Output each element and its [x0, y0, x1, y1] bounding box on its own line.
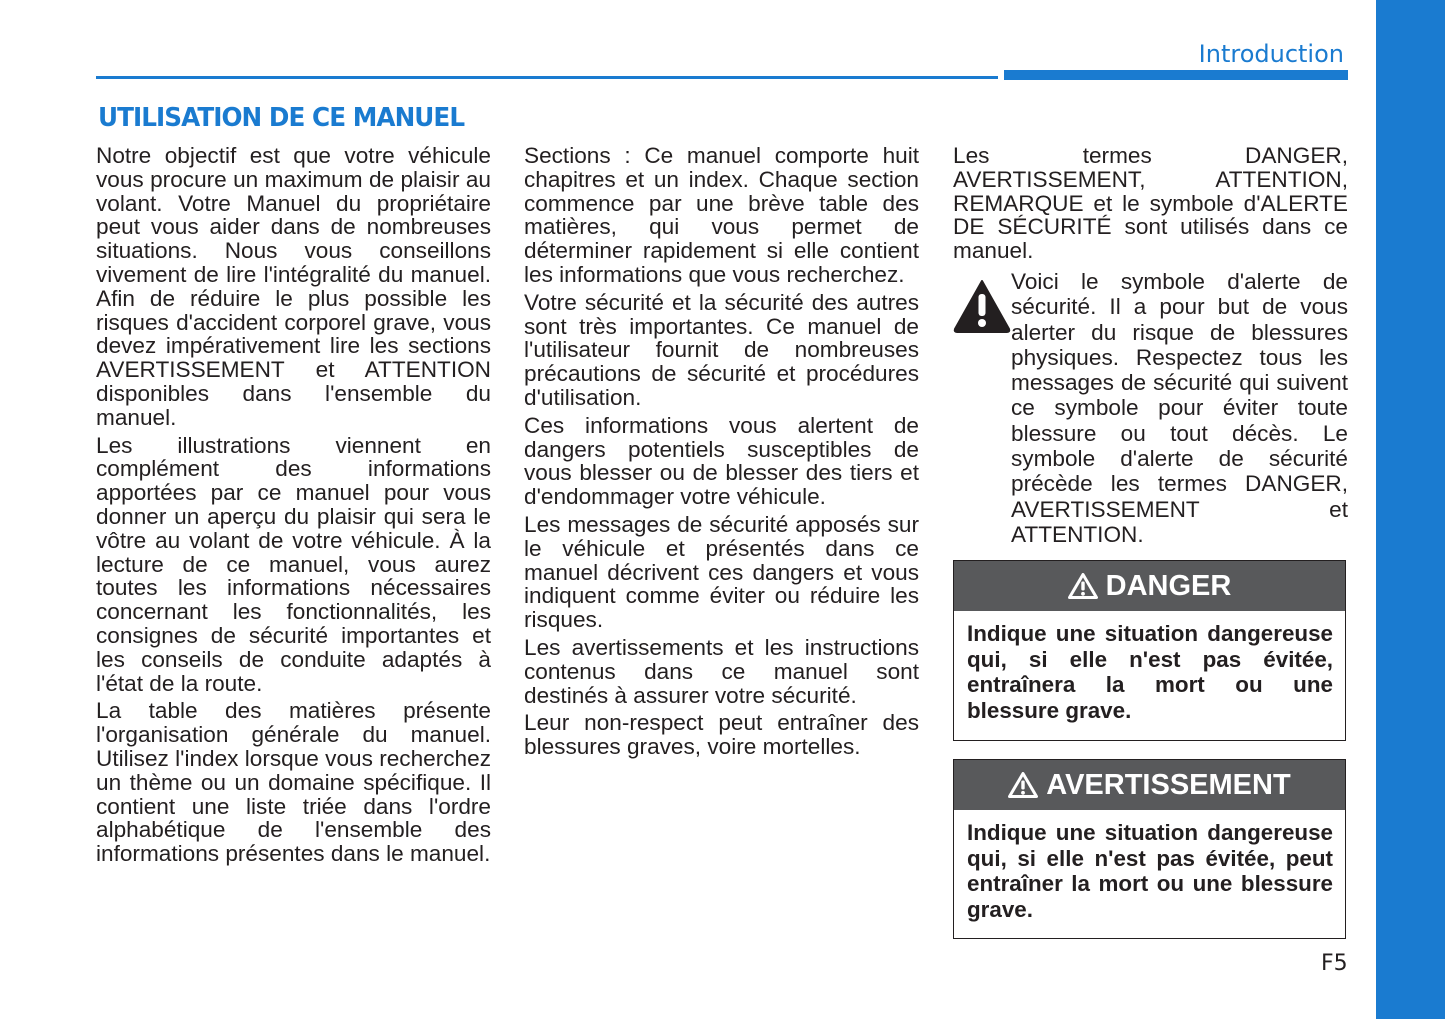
paragraph: La table des matières présente l'organisation générale du manuel. Utilisez l'index lorsque vous recherchez un thème ou un domaine spécifique. Il contient une liste triée dans l'ordre alphabétique de l'ensemble des informations présentes dans le manuel. [96, 698, 491, 867]
page-title: UTILISATION DE CE MANUEL [98, 103, 465, 133]
warning-notice-text: Indique une situation dangereuse qui, si elle n'est pas évitée, peut entraîner la mort ou une blessure grave. [967, 820, 1333, 922]
text-column-3 [953, 144, 1348, 551]
paragraph: Notre objectif est que votre véhicule vous procure un maximum de plaisir au volant. Votre Manuel du propriétaire peut vous aider dans de nombreuses situations. Nous vous conseillons vivement de lire l'intégralité du manuel. Afin de réduire le plus possible les risques d'accident corporel grave, vous devez impérativement lire les sections AVERTISSEMENT et ATTENTION disponibles dans l'ensemble du manuel. [96, 143, 491, 430]
paragraph: Sections : Ce manuel comporte huit chapitres et un index. Chaque section commence par une brève table des matières, qui vous permet de déterminer rapidement si elle contient les informations que vous recherchez. [524, 143, 919, 287]
danger-notice-header [954, 561, 1345, 611]
safety-alert-triangle-icon [953, 269, 1011, 551]
warning-triangle-icon [1008, 772, 1038, 798]
danger-notice [953, 560, 1346, 741]
header-rule-thick [1004, 70, 1348, 80]
paragraph: Ces informations vous alertent de dangers potentiels susceptibles de vous blesser ou de blesser des tiers et d'endommager votre véhicule. [524, 412, 919, 510]
paragraph: Les avertissements et les instructions contenus dans ce manuel sont destinés à assurer votre sécurité. [524, 634, 919, 708]
paragraph: Les illustrations viennent en complément des informations apportées par ce manuel pour vous donner un aperçu du plaisir qui sera le vôtre au volant de votre véhicule. À la lecture de ce manuel, vous aurez toutes les informations nécessaires concernant les fonctionnalités, les consignes de sécurité importantes et les conseils de conduite adaptés à l'état de la route. [96, 432, 491, 696]
danger-notice-text: Indique une situation dangereuse qui, si elle n'est pas évitée, entraînera la mort ou une blessure grave. [967, 621, 1333, 723]
warning-notice-title: AVERTISSEMENT [1046, 768, 1291, 801]
warning-notice [953, 759, 1346, 939]
warning-triangle-icon [1068, 573, 1098, 599]
paragraph: Leur non-respect peut entraîner des blessures graves, voire mortelles. [524, 710, 919, 760]
warning-notice-header [954, 760, 1345, 810]
section-title: Introduction [1198, 40, 1344, 68]
danger-notice-title: DANGER [1105, 569, 1232, 602]
page-number: F5 [1321, 951, 1348, 976]
paragraph: Votre sécurité et la sécurité des autres sont très importantes. Ce manuel de l'utilisateur fournit de nombreuses précautions de sécurité et procédures d'utilisation. [524, 289, 919, 410]
text-column-1 [96, 144, 491, 870]
header-rule [96, 76, 998, 79]
text-column-2 [524, 144, 919, 763]
paragraph: Les messages de sécurité apposés sur le véhicule et présentés dans ce manuel décrivent ces dangers et vous indiquent comme éviter ou réduire les risques. [524, 511, 919, 633]
safety-alert-explanation [953, 269, 1348, 551]
paragraph: Voici le symbole d'alerte de sécurité. Il a pour but de vous alerter du risque de blessures physiques. Respectez tous les messages de sécurité qui suivent ce symbole pour éviter toute blessure ou tout décès. Le symbole d'alerte de sécurité précède les termes DANGER, AVERTISSEMENT et ATTENTION. [1011, 268, 1348, 547]
paragraph: Les termes DANGER, AVERTISSEMENT, ATTENTION, REMARQUE et le symbole d'ALERTE DE SÉCURITÉ sont utilisés dans ce manuel. [953, 143, 1348, 264]
chapter-tab-bar [1376, 0, 1445, 1019]
